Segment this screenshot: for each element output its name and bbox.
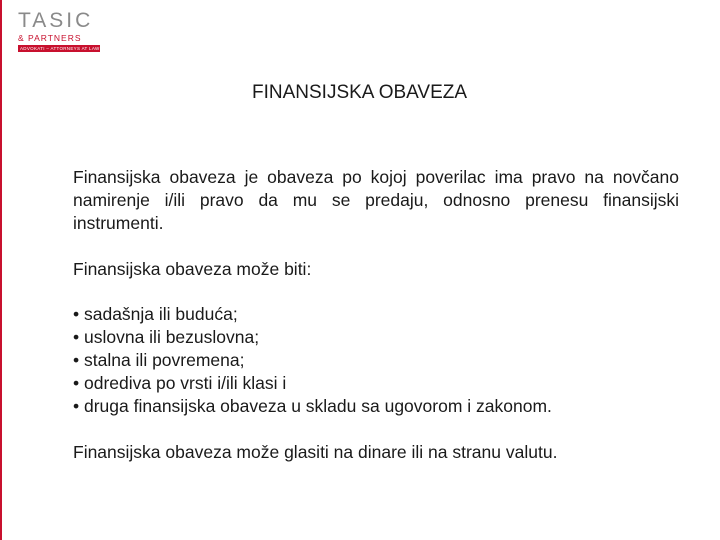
list-item: • odrediva po vrsti i/ili klasi i	[73, 373, 287, 393]
company-logo	[18, 10, 108, 52]
list-item: • stalna ili povremena;	[73, 350, 245, 370]
definition-paragraph: Finansijska obaveza je obaveza po kojoj poverilac ima pravo na novčano namirenje i/ili pravo da mu se predaju, odnosno prenesu finansijski instrumenti.	[73, 167, 679, 233]
left-accent-rule	[0, 0, 2, 540]
list-item: • druga finansijska obaveza u skladu sa ugovorom i zakonom.	[73, 396, 552, 416]
logo-tagline: ADVOKATI – ATTORNEYS AT LAW	[20, 46, 100, 51]
slide-title: FINANSIJSKA OBAVEZA	[252, 82, 468, 103]
logo-partners: & PARTNERS	[18, 33, 82, 43]
intro-paragraph: Finansijska obaveza može biti:	[73, 259, 312, 279]
bullet-list	[73, 303, 679, 418]
logo-name: TASIC	[18, 9, 94, 32]
closing-paragraph: Finansijska obaveza može glasiti na dinare ili na stranu valutu.	[73, 442, 558, 462]
list-item: • sadašnja ili buduća;	[73, 304, 238, 324]
list-item: • uslovna ili bezuslovna;	[73, 327, 260, 347]
slide-body	[73, 166, 679, 464]
